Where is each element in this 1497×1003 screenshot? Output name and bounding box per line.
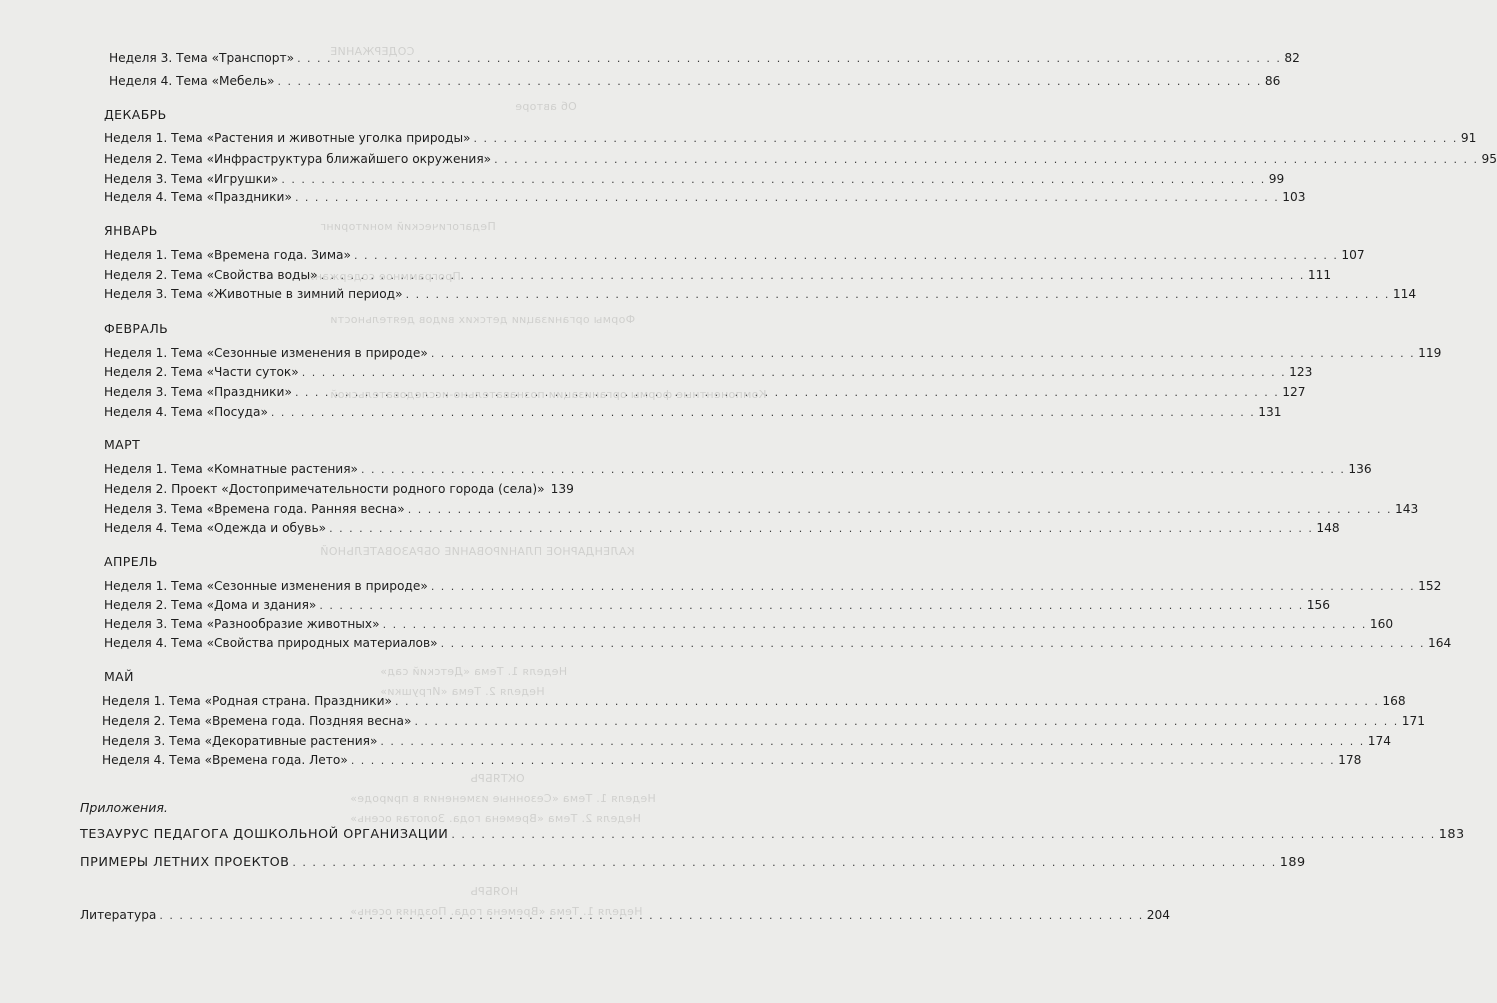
leader-dots xyxy=(431,346,1415,362)
leader-dots xyxy=(295,190,1279,206)
toc-entry-page: 114 xyxy=(1392,287,1417,301)
leader-dots xyxy=(292,855,1276,871)
toc-entry-page: 164 xyxy=(1427,636,1452,650)
leader-dots xyxy=(319,598,1303,614)
toc-entry-page: 152 xyxy=(1418,579,1442,593)
toc-entry xyxy=(109,73,1281,90)
toc-entry-title: Неделя 2. Тема «Времена года. Поздняя весна» xyxy=(102,714,412,728)
toc-entry-page: 111 xyxy=(1307,268,1332,282)
toc-entry xyxy=(102,713,1426,730)
leader-dots xyxy=(395,694,1379,710)
toc-entry-page: 95 xyxy=(1481,152,1497,166)
toc-entry-title: Неделя 4. Тема «Одежда и обувь» xyxy=(104,521,327,535)
toc-entry-page: 143 xyxy=(1395,502,1419,516)
toc-entry-title: Неделя 3. Тема «Декоративные растения» xyxy=(102,734,378,748)
toc-entry-title: Неделя 3. Тема «Времена года. Ранняя весна» xyxy=(104,502,405,516)
toc-entry-title: Неделя 3. Тема «Разнообразие животных» xyxy=(104,617,380,631)
toc-entry-title: Неделя 4. Тема «Свойства природных материалов» xyxy=(104,636,438,650)
toc-entry xyxy=(104,597,1330,614)
toc-entry-page: 168 xyxy=(1382,694,1406,708)
month-heading-april: АПРЕЛЬ xyxy=(104,554,158,569)
toc-entry xyxy=(80,827,1465,843)
month-heading-may: МАЙ xyxy=(104,669,134,684)
leader-dots xyxy=(494,152,1478,168)
toc-entry xyxy=(104,364,1313,381)
toc-entry-title: Неделя 2. Тема «Дома и здания» xyxy=(104,598,317,612)
leader-dots xyxy=(451,827,1435,843)
appendix-heading: Приложения. xyxy=(80,800,168,815)
toc-entry-title: Неделя 2. Проект «Достопримечательности родного города (села)» xyxy=(104,482,545,496)
toc-entry-title: Неделя 1. Тема «Времена года. Зима» xyxy=(104,248,351,262)
toc-entry-title: Литература xyxy=(80,908,157,922)
toc-entry-title: Неделя 4. Тема «Времена года. Лето» xyxy=(102,753,348,767)
toc-entry-title: Неделя 3. Тема «Животные в зимний период» xyxy=(104,287,403,301)
leader-dots xyxy=(277,74,1261,90)
toc-entry-page: 178 xyxy=(1338,753,1362,767)
toc-entry xyxy=(104,384,1306,401)
toc-entry-page: 91 xyxy=(1460,131,1477,145)
leader-dots xyxy=(159,908,1143,924)
leader-dots xyxy=(271,405,1255,421)
toc-entry-page: 123 xyxy=(1289,365,1313,379)
toc-entry-page: 131 xyxy=(1258,405,1282,419)
book-page: СОДЕРЖАНИЕ Об авторе Педагогический мониторинг Программное содержание Формы организации детских видов деятельности Компонентные формы организации познавательно-исследовательской КАЛЕНДАРНОЕ ПЛАНИРОВАНИЕ ОБРАЗОВАТЕЛЬНОЙ Неделя 1. Тема «Детский сад» Неделя 2. Тема «Игрушки» ОКТЯБРЬ Неделя 1. Тема «Сезонные изменения в природе» Неделя 2. Тема «Времена года. Золотая осень» НОЯБРЬ Неделя 1. Тема «Времена года. Поздняя осень» Неделя 3. Тема «Транспорт» . . . 82 Неделя 4. Тема «Мебель» . . . 86 ДЕКАБРЬ Неделя 1. Тема «Растения и животные уголка природы» . . . 91 Неделя 2. Тема «Инфраструктура ближайшего окружения» . . . 95 Неделя 3. Тема «Игрушки» . . . 99 Неделя 4. Тема «Праздники» . . . 103 ЯНВАРЬ Неделя 1. Тема «Времена года. Зима» . . . 107 Неделя 2. Тема «Свойства воды» . . . 111 Неделя 3. Тема «Животные в зимний период» . . . 114 ФЕВРАЛЬ Неделя 1. Тема «Сезонные изменения в природе» . . . 119 Неделя 2. Тема «Части суток» . . . 123 Неделя 3. Тема «Праздники» . . . 127 Неделя 4. Тема «Посуда» . . . 131 МАРТ Неделя 1. Тема «Комнатные растения» . . . 136 Неделя 2. Проект «Достопримечательности родного города (села)» 139 Неделя 3. Тема «Времена года. Ранняя весна» . . . 143 Неделя 4. Тема «Одежда и обувь» . . . 148 АПРЕЛЬ Неделя 1. Тема «Сезонные изменения в природе» . . . 152 Неделя 2. Тема «Дома и здания» . . . 156 Неделя 3. Тема «Разнообразие животных» . . . 160 Неделя 4. Тема «Свойства природных материалов» . . . 164 МАЙ Неделя 1. Тема «Родная страна. Праздники» . . . 168 Неделя 2. Тема «Времена года. Поздняя весна» . . . 171 Неделя 3. Тема «Декоративные растения» . . . 174 Неделя 4. Тема «Времена года. Лето» . . . 178 Приложения. ТЕЗАУРУС ПЕДАГОГА ДОШКОЛЬНОЙ ОРГАНИЗАЦИИ . . . 183 ПРИМЕРЫ ЛЕТНИХ ПРОЕКТОВ . . . 189 Литература . . . 204 xyxy=(0,0,581,1003)
toc-entry xyxy=(104,345,1442,362)
leader-dots xyxy=(321,268,1305,284)
leader-dots xyxy=(329,521,1313,537)
toc-entry xyxy=(104,171,1285,188)
toc-entry-title: Неделя 4. Тема «Мебель» xyxy=(109,74,275,88)
leader-dots xyxy=(431,579,1415,595)
toc-entry-title: Неделя 2. Тема «Части суток» xyxy=(104,365,299,379)
toc-entry xyxy=(80,907,1170,924)
toc-entry-page: 107 xyxy=(1341,248,1365,262)
toc-entry xyxy=(80,855,1306,871)
toc-entry xyxy=(104,520,1340,537)
toc-entry xyxy=(104,267,1332,284)
leader-dots xyxy=(281,172,1265,188)
month-heading-march: МАРТ xyxy=(104,437,141,452)
leader-dots xyxy=(297,51,1281,67)
toc-entry-title: Неделя 4. Тема «Посуда» xyxy=(104,405,268,419)
toc-entry-page: 156 xyxy=(1306,598,1330,612)
leader-dots xyxy=(380,734,1364,750)
toc-entry xyxy=(102,733,1392,750)
toc-entry-title: Неделя 3. Тема «Игрушки» xyxy=(104,172,279,186)
toc-entry-title: Неделя 3. Тема «Праздники» xyxy=(104,385,292,399)
toc-entry-title: Неделя 2. Тема «Инфраструктура ближайшего окружения» xyxy=(104,152,492,166)
toc-entry-title: Неделя 3. Тема «Транспорт» xyxy=(109,51,295,65)
leader-dots xyxy=(441,636,1425,652)
toc-entry xyxy=(104,130,1477,147)
toc-entry xyxy=(102,752,1362,769)
leader-dots xyxy=(351,753,1335,769)
toc-entry xyxy=(104,151,1497,168)
toc-entry-page: 103 xyxy=(1282,190,1306,204)
toc-entry-page: 174 xyxy=(1367,734,1392,748)
toc-entry-page: 171 xyxy=(1401,714,1426,728)
leader-dots xyxy=(354,248,1338,264)
leader-dots xyxy=(383,617,1367,633)
toc-entry-title: Неделя 1. Тема «Сезонные изменения в природе» xyxy=(104,579,428,593)
leader-dots xyxy=(406,287,1390,303)
toc-entry-page: 127 xyxy=(1282,385,1306,399)
month-heading-december: ДЕКАБРЬ xyxy=(104,107,167,122)
leader-dots xyxy=(474,131,1458,147)
toc-entry xyxy=(104,481,574,498)
toc-entry-title: Неделя 1. Тема «Родная страна. Праздники» xyxy=(102,694,392,708)
toc-entry-title: ПРИМЕРЫ ЛЕТНИХ ПРОЕКТОВ xyxy=(80,855,290,870)
toc-entry-page: 99 xyxy=(1268,172,1285,186)
toc-entry xyxy=(104,501,1419,518)
leader-dots xyxy=(302,365,1286,381)
toc-entry-title: Неделя 1. Тема «Сезонные изменения в природе» xyxy=(104,346,428,360)
toc-entry-page: 119 xyxy=(1418,346,1442,360)
toc-entry-title: Неделя 4. Тема «Праздники» xyxy=(104,190,292,204)
toc-entry-page: 139 xyxy=(550,482,574,496)
leader-dots xyxy=(414,714,1398,730)
toc-entry-page: 136 xyxy=(1348,462,1372,476)
toc-entry xyxy=(104,578,1442,595)
toc-entry-title: Неделя 2. Тема «Свойства воды» xyxy=(104,268,318,282)
toc-entry xyxy=(109,50,1300,67)
toc-entry-page: 204 xyxy=(1146,908,1170,922)
leader-dots xyxy=(295,385,1279,401)
toc-entry xyxy=(104,286,1417,303)
toc-entry xyxy=(104,461,1372,478)
toc-entry xyxy=(104,616,1394,633)
toc-entry-title: ТЕЗАУРУС ПЕДАГОГА ДОШКОЛЬНОЙ ОРГАНИЗАЦИИ xyxy=(80,827,449,842)
month-heading-february: ФЕВРАЛЬ xyxy=(104,321,169,336)
toc-entry-page: 183 xyxy=(1438,827,1465,842)
toc-entry xyxy=(104,189,1306,206)
toc-entry xyxy=(104,635,1452,652)
toc-entry-page: 86 xyxy=(1264,74,1281,88)
leader-dots xyxy=(361,462,1345,478)
month-heading-january: ЯНВАРЬ xyxy=(104,223,158,238)
toc-entry xyxy=(104,404,1282,421)
toc-entry xyxy=(104,247,1365,264)
toc-entry-page: 189 xyxy=(1279,855,1306,870)
toc-entry-title: Неделя 1. Тема «Комнатные растения» xyxy=(104,462,359,476)
leader-dots xyxy=(408,502,1392,518)
toc-entry-page: 160 xyxy=(1369,617,1394,631)
toc-entry xyxy=(102,693,1406,710)
toc-entry-page: 82 xyxy=(1284,51,1300,65)
toc-entry-title: Неделя 1. Тема «Растения и животные уголка природы» xyxy=(104,131,471,145)
toc-entry-page: 148 xyxy=(1316,521,1340,535)
